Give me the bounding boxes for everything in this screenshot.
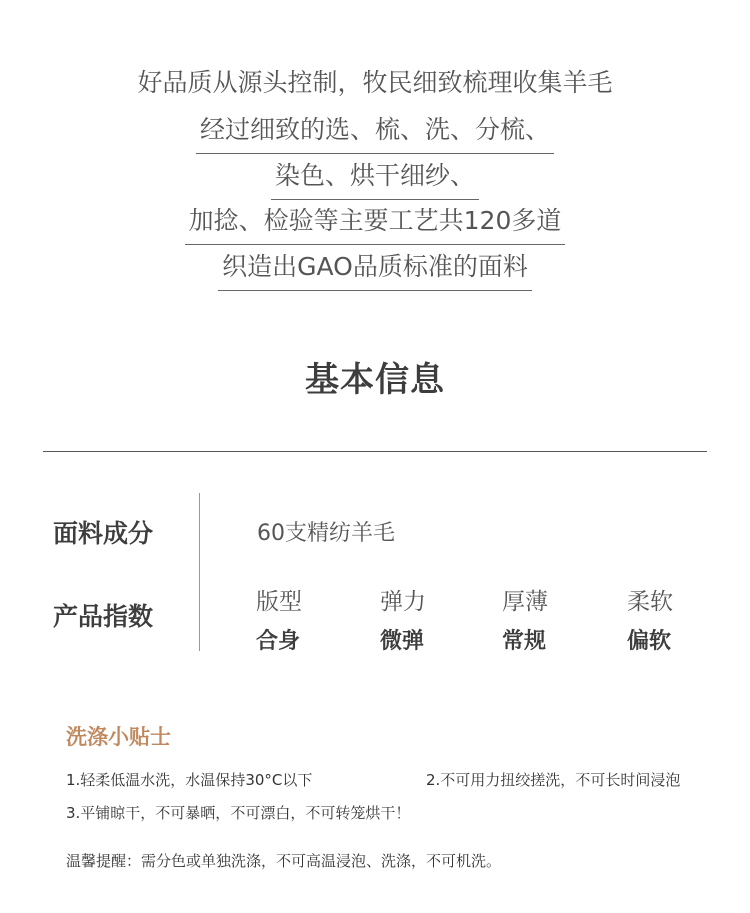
care-item-1: 1.轻柔低温水洗，水温保持30°C以下 [66, 771, 313, 789]
intro-line-4: 加捻、检验等主要工艺共120多道 [0, 204, 750, 245]
intro-line-1: 好品质从源头控制，牧民细致梳理收集羊毛 [137, 68, 613, 97]
metric-thickness [502, 583, 622, 655]
section-divider [43, 451, 707, 452]
metric-name: 弹力 [380, 589, 426, 615]
metric-value: 偏软 [627, 629, 672, 654]
table-vertical-divider [199, 493, 200, 651]
metric-softness [627, 583, 747, 655]
care-title: 洗涤小贴士 [66, 725, 171, 749]
metric-value: 合身 [256, 629, 301, 654]
metric-name: 版型 [256, 589, 302, 615]
intro-line-5: 织造出GAO品质标准的面料 [0, 250, 750, 291]
care-reminder: 温馨提醒：需分色或单独洗涤，不可高温浸泡、洗涤，不可机洗。 [66, 852, 502, 870]
intro-line-2: 经过细致的选、梳、洗、分梳、 [0, 113, 750, 154]
metric-name: 柔软 [627, 589, 673, 615]
metric-fit [256, 583, 376, 655]
material-value: 60支精纺羊毛 [257, 521, 395, 546]
section-title: 基本信息 [305, 360, 445, 400]
metric-name: 厚薄 [502, 589, 548, 615]
intro-line-3: 染色、烘干细纱、 [0, 159, 750, 200]
metric-value: 微弹 [380, 629, 425, 654]
metric-value: 常规 [502, 629, 547, 654]
care-item-2: 2.不可用力扭绞搓洗，不可长时间浸泡 [426, 771, 681, 789]
care-item-3: 3.平铺晾干，不可暴晒，不可漂白，不可转笼烘干！ [66, 804, 411, 822]
metric-elasticity [380, 583, 500, 655]
material-label: 面料成分 [53, 519, 154, 548]
index-label: 产品指数 [53, 602, 154, 631]
